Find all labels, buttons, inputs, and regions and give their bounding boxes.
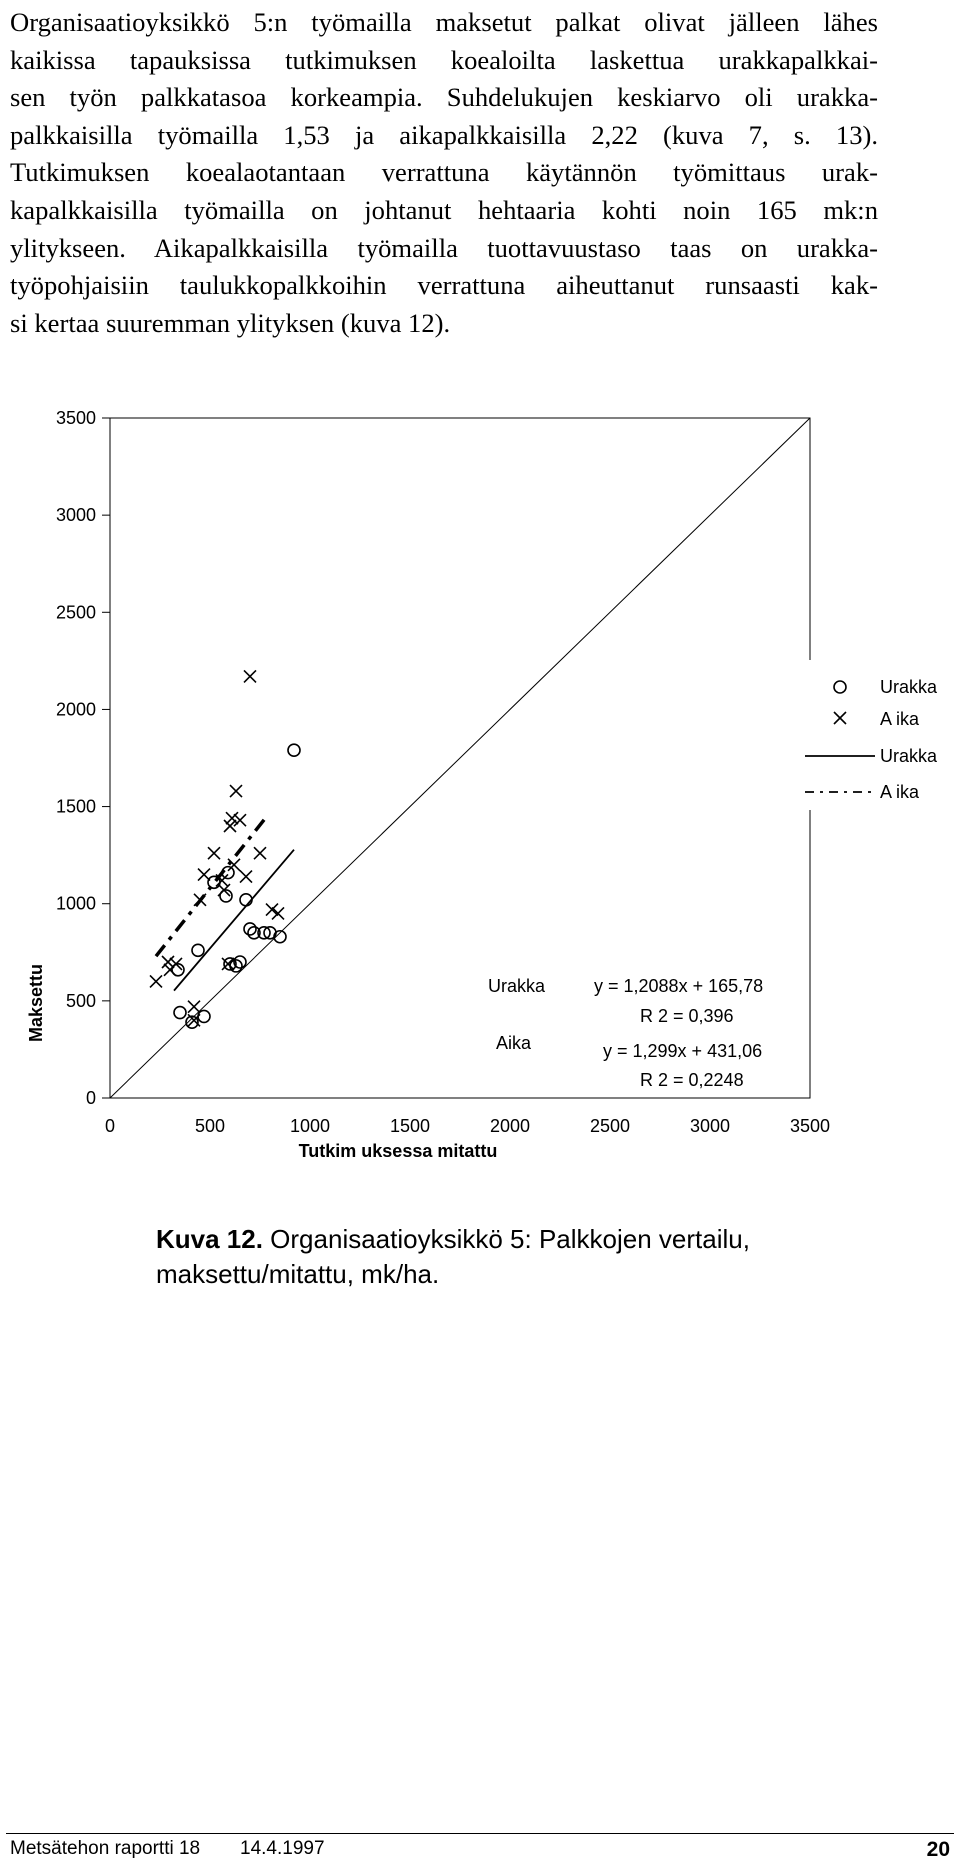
point-aika (208, 847, 220, 859)
y-tick-label: 1000 (55, 893, 96, 914)
paragraph-line: sen työn palkkatasoa korkeampia. Suhdelukujen keskiarvo oli urakka- (10, 82, 878, 113)
x-axis-label: Tutkim uksessa mitattu (298, 1141, 498, 1161)
paragraph-line: kapalkkaisilla työmailla on johtanut hehtaaria kohti noin 165 mk:n (10, 194, 878, 225)
caption-label: Kuva 12. (156, 1224, 263, 1254)
point-urakka (192, 944, 204, 956)
y-tick-label: 500 (65, 990, 96, 1011)
point-aika (244, 670, 256, 682)
x-tick-label: 2500 (589, 1116, 631, 1136)
legend (790, 660, 952, 810)
trend-r2-urakka: R 2 = 0,396 (640, 1006, 734, 1026)
footer-divider (6, 1833, 954, 1834)
x-tick-label: 0 (104, 1116, 116, 1136)
x-tick-label: 3500 (789, 1116, 831, 1136)
paragraph-line: työpohjaisiin taulukkopalkkoihin verrattuna aiheuttanut runsaasti kak- (10, 270, 878, 301)
point-aika (254, 847, 266, 859)
x-tick-label: 3000 (689, 1116, 731, 1136)
y-tick-label: 2500 (55, 602, 96, 623)
paragraph-line: kaikissa tapauksissa tutkimuksen koealoilta laskettua urakkapalkkai- (10, 44, 878, 75)
x-tick-label: 1500 (389, 1116, 431, 1136)
y-tick-label: 0 (85, 1088, 96, 1108)
paragraph-line: Tutkimuksen koealaotantaan verrattuna käytännön työmittaus urak- (10, 157, 878, 188)
point-aika (150, 975, 162, 987)
point-aika (194, 894, 206, 906)
point-urakka (208, 876, 220, 888)
page-number: 20 (926, 1838, 950, 1861)
trend-equation-urakka: y = 1,2088x + 165,78 (594, 976, 764, 996)
x-tick-label: 500 (194, 1116, 226, 1136)
point-aika (266, 904, 278, 916)
point-aika (162, 956, 174, 968)
paragraph-line: Organisaatioyksikkö 5:n työmailla maksetut palkat olivat jälleen lähes (10, 7, 878, 37)
paragraph-line: si kertaa suuremman ylityksen (kuva 12). (10, 307, 451, 338)
trend-label-aika: Aika (496, 1033, 532, 1053)
y-tick-label: 1500 (55, 796, 96, 817)
point-aika (226, 812, 238, 824)
x-axis (105, 1116, 830, 1136)
x-tick-label: 1000 (289, 1116, 331, 1136)
legend-label-urakka-points: Urakka (880, 677, 938, 697)
point-aika (240, 871, 252, 883)
y-axis (56, 408, 110, 1108)
y-tick-label: 3000 (55, 505, 96, 526)
y-axis-label: Maksettu (26, 963, 46, 1043)
legend-label-aika-line: A ika (880, 782, 920, 802)
caption-text: Organisaatioyksikkö 5: Palkkojen vertailu, maksettu/mitattu, mk/ha. (156, 1224, 750, 1289)
figure-caption (156, 1222, 856, 1292)
point-aika (188, 1001, 200, 1013)
point-urakka (174, 1007, 186, 1019)
diagonal-reference-line (110, 418, 810, 1098)
footer-date: 14.4.1997 (240, 1838, 325, 1859)
paragraph-line: palkkaisilla työmailla 1,53 ja aikapalkkaisilla 2,22 (kuva 7, s. 13). (10, 119, 878, 150)
legend-label-aika-points: A ika (880, 709, 920, 729)
point-aika (272, 907, 284, 919)
x-tick-label: 2000 (489, 1116, 531, 1136)
trend-equation-aika: y = 1,299x + 431,06 (603, 1041, 763, 1061)
footer-report: Metsätehon raportti 18 (10, 1838, 201, 1859)
point-urakka (288, 744, 300, 756)
trend-label-urakka: Urakka (488, 976, 546, 996)
paragraph-line: ylitykseen. Aikapalkkaisilla työmailla tuottavuustaso taas on urakka- (10, 232, 878, 263)
trend-r2-aika: R 2 = 0,2248 (640, 1070, 744, 1090)
y-tick-label: 3500 (55, 408, 96, 428)
data-points (150, 670, 300, 1028)
body-paragraph (10, 4, 878, 342)
y-tick-label: 2000 (55, 699, 96, 720)
point-aika (230, 785, 242, 797)
point-aika (198, 869, 210, 881)
scatter-chart (0, 395, 960, 1175)
legend-label-urakka-line: Urakka (880, 746, 938, 766)
